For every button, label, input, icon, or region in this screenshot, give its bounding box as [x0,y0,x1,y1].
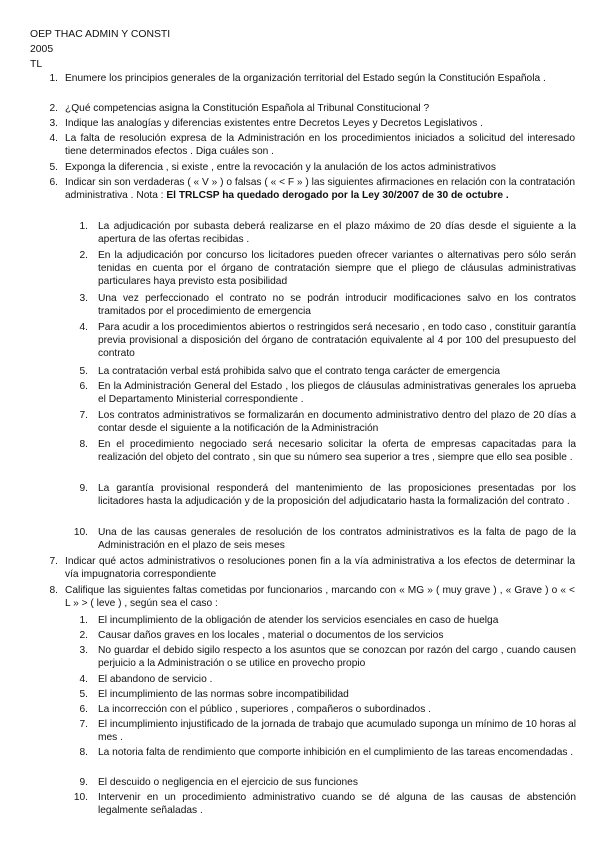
q8-item-text: Intervenir en un procedimiento administrativo cuando se dé alguna de las causas de abstención legalmente señaladas . [98,792,576,816]
question-6-note-bold: El TRLCSP ha quedado derogado por la Ley 30/2007 de 30 de octubre . [166,190,509,201]
question-text: Exponga la diferencia , si existe , entre la revocación y la anulación de los actos administrativos [65,162,496,173]
q6-item-text: Una de las causas generales de resolución de los contratos administrativos es la falta de pago de la Administración en el plazo de seis meses [98,527,576,551]
q6-item-number: 6. [79,381,88,392]
question-text: Enumere los principios generales de la organización territorial del Estado según la Constitución Española . [65,73,546,84]
q8-item-text: Causar daños graves en los locales , material o documentos de los servicios [98,630,444,641]
q8-item-number: 8. [79,747,88,758]
q6-item-text: La adjudicación por subasta deberá realizarse en el plazo máximo de 20 días desde el siguiente a la apertura de las ofertas recibidas . [98,221,576,245]
q6-item-number: 7. [79,410,88,421]
question-number: 4. [49,133,58,144]
question-text: ¿Qué competencias asigna la Constitución Española al Tribunal Constitucional ? [65,103,430,114]
q6-item-text: La garantía provisional responderá del mantenimiento de las proposiciones presentadas por los licitadores hasta la adjudicación y de la proposición del adjudicatario hasta la formalización del contrato . [98,483,576,507]
q6-item-number: 4. [79,322,88,333]
q6-item-text: En la Administración General del Estado , los pliegos de cláusulas administrativas generales los aprueba el Departamento Ministerial correspondiente . [98,381,576,405]
q6-item-text: En el procedimiento negociado será necesario solicitar la oferta de empresas capacitadas para la realización del objeto del contrato , sin que su número sea superior a tres , siempre que ello sea posible . [98,439,576,463]
header-title: OEP THAC ADMIN Y CONSTI [30,29,171,40]
q8-item-text: No guardar el debido sigilo respecto a los asuntos que se conozcan por razón del cargo , cuando causen perjuicio a la Administración o se utilice en provecho propio [98,645,576,669]
question-text: La falta de resolución expresa de la Administración en los procedimientos iniciados a solicitud del interesado tiene determinados efectos . Diga cuáles son . [65,133,575,157]
question-number: 5. [49,162,58,173]
q8-item-number: 4. [79,674,88,685]
q6-item-text: En la adjudicación por concurso los licitadores pueden ofrecer variantes o alternativas pero sólo serán tenidas en cuenta por el órgano de contratación siempre que el pliego de cláusulas administrativas particulares haya previsto esta posibilidad [98,250,576,287]
question-number: 8. [49,585,58,596]
question-text: Indicar qué actos administrativos o resoluciones ponen fin a la vía administrativa a los efectos de determinar la vía impugnatoria correspondiente [65,556,575,580]
q6-item-number: 1. [79,221,88,232]
header-year: 2005 [30,44,54,55]
q6-item-number: 2. [79,250,88,261]
q8-item-number: 10. [73,792,88,803]
q8-item-text: El incumplimiento injustificado de la jornada de trabajo que acumulado suponga un mínimo de 10 horas al mes . [98,719,576,743]
question-number: 2. [49,103,58,114]
q8-item-text: El abandono de servicio . [98,674,213,685]
q6-item-number: 10. [73,527,88,538]
q8-item-number: 6. [79,704,88,715]
q8-item-number: 9. [79,777,88,788]
q6-item-text: Para acudir a los procedimientos abiertos o restringidos será necesario , en todo caso , constituir garantía previa provisional a disposición del órgano de contratación equivalente al 4 por 100 del presupuesto del contrato [98,322,576,359]
q8-item-text: El incumplimiento de las normas sobre incompatibilidad [98,689,349,700]
q6-item-number: 9. [79,483,88,494]
question-text: Indique las analogías y diferencias existentes entre Decretos Leyes y Decretos Legislativos . [65,118,483,129]
question-number: 1. [49,73,58,84]
q8-item-number: 1. [79,615,88,626]
question-text: Califique las siguientes faltas cometidas por funcionarios , marcando con « MG » ( muy grave ) , « Grave ) o « < L » > ( leve ) , según sea el caso : [65,585,575,609]
q8-item-number: 3. [79,645,88,656]
q8-item-text: La notoria falta de rendimiento que comporte inhibición en el cumplimiento de las tareas encomendadas . [98,747,574,758]
q8-item-number: 5. [79,689,88,700]
q8-item-number: 2. [79,630,88,641]
q6-item-text: Los contratos administrativos se formalizarán en documento administrativo dentro del plazo de 20 días a contar desde el siguiente a la notificación de la Administración [98,410,576,434]
q8-item-number: 7. [79,719,88,730]
q6-item-number: 5. [79,366,88,377]
question-number: 3. [49,118,58,129]
q6-item-number: 8. [79,439,88,450]
q6-item-number: 3. [79,293,88,304]
q6-item-text: Una vez perfeccionado el contrato no se podrán introducir modificaciones salvo en los contratos tramitados por el procedimiento de emergencia [98,293,576,317]
question-text [65,176,575,202]
q8-item-text: El descuido o negligencia en el ejercicio de sus funciones [98,777,358,788]
q8-item-text: El incumplimiento de la obligación de atender los servicios esenciales en caso de huelga [98,615,499,626]
q6-item-text: La contratación verbal está prohibida salvo que el contrato tenga carácter de emergencia [98,366,501,377]
question-number: 6. [49,177,58,188]
question-6-text: Indicar sin son verdaderas ( « V » ) o falsas ( « < F » ) las siguientes afirmaciones en relación con la contratación administrativa . Nota : [65,177,575,201]
q8-item-text: La incorrección con el público , superiores , compañeros o subordinados . [98,704,431,715]
question-number: 7. [49,556,58,567]
header-code: TL [30,59,43,70]
